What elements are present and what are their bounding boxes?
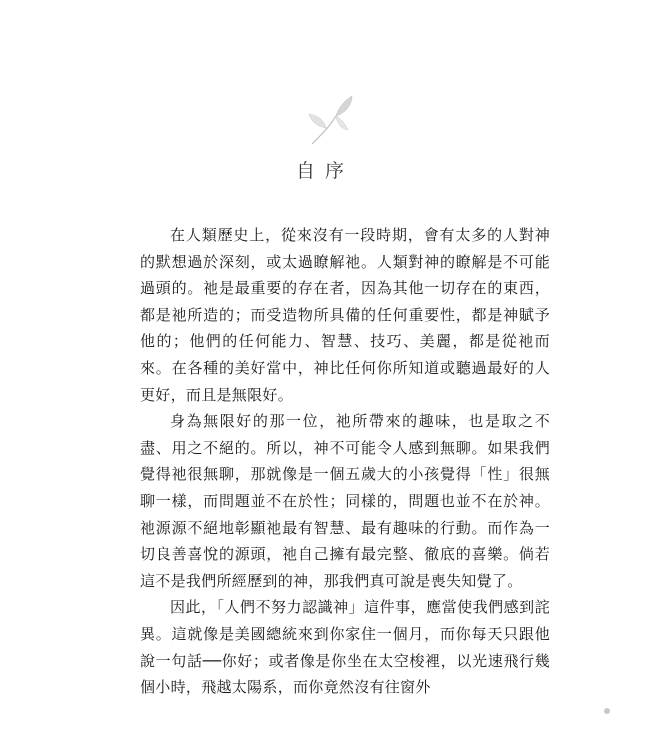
paragraph: 因此，「人們不努力認識神」這件事，應當使我們感到詫異。這就像是美國總統來到你家住一個月，而你每天只跟他說一句話──你好；或者像是你坐在太空梭裡，以光速飛行幾個小時，飛越太陽系，而你竟然沒有往窗外 [140,598,550,697]
paragraph: 身為無限好的那一位，祂所帶來的趣味，也是取之不盡、用之不絕的。所以，神不可能令人感到無聊。如果我們覺得祂很無聊，那就像是一個五歲大的小孩覺得「性」很無聊一樣，而問題並不在於性；同樣的，問題也並不在於神。祂源源不絕地彰顯祂最有智慧、最有趣味的行動。而作為一切良善喜悅的源頭，祂自己擁有最完整、徹底的喜樂。倘若這不是我們所經歷到的神，那我們真可說是喪失知覺了。 [140,412,550,590]
leaf-sprig-icon [306,92,356,148]
chapter-title: 自序 [295,160,354,182]
body-text [140,222,550,701]
paragraph: 在人類歷史上，從來沒有一段時期，會有太多的人對神的默想過於深刻，或太過瞭解祂。人類對神的瞭解是不可能過頭的。祂是最重要的存在者，因為其他一切存在的東西，都是祂所造的；而受造物所具備的任何重要性，都是神賦予他的；他們的任何能力、智慧、技巧、美麗，都是從祂而來。在各種的美好當中，神比任何你所知道或聽過最好的人更好，而且是無限好。 [140,226,550,404]
page-edge-mark [604,708,610,714]
